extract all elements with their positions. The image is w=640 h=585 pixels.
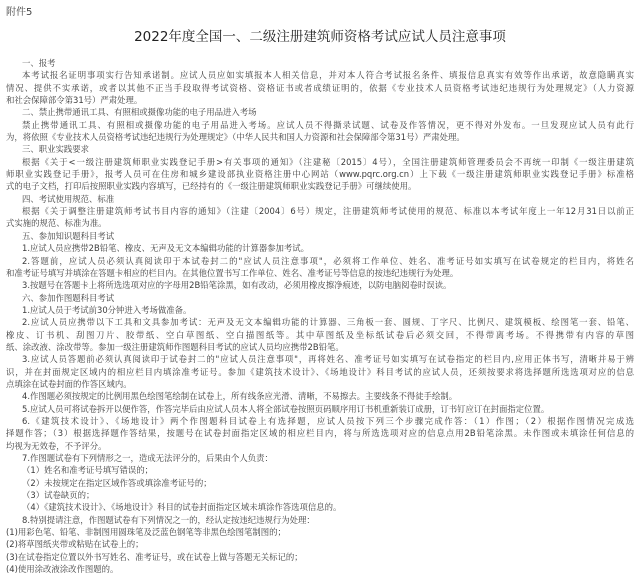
body-line: 纸、涂改液、涂改带等。参加一级注册建筑师作图题科目考试的应试人员均应携带2B铅笔。 bbox=[6, 341, 344, 352]
body-line: 为，将依照《专业技术人员资格考试违纪违规行为处理规定》（中华人民共和国人力资源和社会保障部令第31号）严肃处理。 bbox=[6, 132, 465, 143]
body-line: (1)用彩色笔、铅笔、非制图用圆珠笔及泛蓝色钢笔等非黑色绘图笔制图的； bbox=[6, 527, 286, 538]
body-line: 3.应试人员答题前必须认真阅读印于试卷封二的"应试人员注意事项"，再将姓名、准考证号如实填写在试卷指定的栏目内,应用正体书写，清晰并易于辨 bbox=[22, 354, 634, 365]
body-line: (2)将草图纸夹带或粘贴在试卷上的； bbox=[6, 539, 144, 550]
body-line: （1）姓名和准考证号填写错误的； bbox=[22, 465, 153, 476]
body-line: 和社会保障部令第31号）严肃处理。 bbox=[6, 95, 143, 106]
body-line: 式的电子文档，打印后按照职业实践内容填写，已经持有的《一级注册建筑师职业实践登记手册》可继续使用。 bbox=[6, 181, 417, 192]
body-line: (4)使用涂改液涂改作图题的。 bbox=[6, 564, 119, 575]
body-line: 橡皮、订书机、刮图刀片、胶带纸、空白草图纸、空白描图纸等。其中草图纸及坐标纸试卷后必须交回，不得带离考场。不得携带有内容的草图 bbox=[6, 329, 634, 340]
body-line: 和准考证号填写并填涂在答题卡相应的栏目内。在其他位置书写工作单位、姓名、准考证号等信息的按违纪违规行为处理。 bbox=[6, 267, 459, 278]
body-line: 2.应试人员应携带以下工具和文具参加考试：无声及无文本编辑功能的计算器、三角板一套、圆规、丁字尺、比例尺、建筑模板、绘图笔一套、铅笔、 bbox=[22, 317, 634, 328]
body-line: 根据《关于<一级注册建筑师职业实践登记手册>有关事项的通知》（注建秘〔2015〕4号），全国注册建筑师管理委员会不再统一印制《一级注册建筑 bbox=[22, 156, 634, 167]
body-line: 5.应试人员可将试卷拆开以便作答，作答完毕后由应试人员本人将全部试卷按照页码顺序用订书机重新装订成册，订书钉应订在封面指定位置。 bbox=[22, 403, 550, 414]
body-line: (3)在试卷指定位置以外书写姓名、准考证号，或在试卷上做与答题无关标记的； bbox=[6, 551, 303, 562]
body-line: 择题作答；（3）根据选择题作答结果，按题号在试卷封面指定区域的相应栏目内，将与所选选项对应的信息点用2B铅笔涂黑。未作图或未填涂任何信息的 bbox=[6, 428, 634, 439]
body-line: 一、报考 bbox=[22, 58, 56, 68]
body-line: 4.作图题必须按规定的比例用黑色绘图笔绘制在试卷上，所有线条应光滑、清晰，不易擦去。主要线条不得徒手绘制。 bbox=[22, 391, 458, 402]
body-line: （4）《建筑技术设计》、《场地设计》科目的试卷封面指定区域未填涂作答选项信息的。 bbox=[22, 502, 342, 513]
body-line: 均视为无效卷，不予评分。 bbox=[6, 440, 107, 451]
body-line: 禁止携带通讯工具、有照相或摄像功能的电子用品进入考场。应试人员不得撕录试题、试卷及作答情况，更不得对外发布。一旦发现应试人员有此行 bbox=[22, 119, 634, 130]
body-line: 四、考试使用规范、标准 bbox=[22, 193, 115, 204]
body-line: 7.作图题试卷有下列情形之一，造成无法评分的，后果由个人负责： bbox=[22, 453, 273, 463]
body-line: 1.应试人员应携带2B铅笔、橡皮、无声及无文本编辑功能的计算器参加考试。 bbox=[22, 243, 310, 254]
body-line: 六、参加作图题科目考试 bbox=[22, 292, 115, 303]
document-body bbox=[6, 57, 634, 575]
body-line: 6.《建筑技术设计》、《场地设计》两个作图题科目试卷上有选择题，应试人员按下列三个步骤完成作答：（1）作图；（2）根据作图情况完成选 bbox=[22, 415, 634, 426]
body-line: 五、参加知识题科目考试 bbox=[22, 230, 115, 241]
body-line: 二、禁止携带通讯工具、有照相或摄像功能的电子用品进入考场 bbox=[22, 107, 257, 118]
document-title: 2022年度全国一、二级注册建筑师资格考试应试人员注意事项 bbox=[134, 29, 506, 45]
body-line: 1.应试人员于考试前30分钟进入考场做准备。 bbox=[22, 304, 192, 315]
body-line: 识，并在封面规定区域内的相应栏目内填涂准考证号。参加《建筑技术设计》、《场地设计》科目考试的应试人员，还须按要求将选择题所选选项对应的信息 bbox=[6, 366, 634, 377]
body-line: 本考试报名证明事项实行告知承诺制。应试人员应如实填报本人相关信息，并对本人符合考试报名条件、填报信息真实有效等作出承诺，故意隐瞒真实 bbox=[22, 70, 634, 81]
body-line: 根据《关于调整注册建筑师考试书目内容的通知》（注建〔2004〕6号）规定，注册建筑师考试使用的规范、标准以本考试年度上一年12月31日以前正 bbox=[22, 206, 634, 217]
attachment-label: 附件5 bbox=[6, 7, 33, 18]
body-line: 师职业实践登记手册》，报考人员可在住房和城乡建设部执业资格注册中心网站（www.pqrc.org.cn）上下载《一级注册建筑师职业实践登记手册》标准格 bbox=[6, 169, 634, 180]
body-line: 三、职业实践要求 bbox=[22, 144, 89, 155]
body-line: 点填涂在试卷封面的作答区域内。 bbox=[6, 378, 132, 389]
body-line: 情况、提供不实承诺，或者以其他不正当手段取得考试资格、资格证书或者成绩证明的，依据《专业技术人员资格考试违纪违规行为处理规定》（人力资源 bbox=[6, 82, 634, 93]
body-line: 2.答题前，应试人员必须认真阅读印于本试卷封二的"应试人员注意事项"，必须将工作单位、姓名、准考证号如实填写在试卷规定的栏目内，将姓名 bbox=[22, 255, 634, 266]
body-line: 3.按题号在答题卡上将所选选项对应的字母用2B铅笔涂黑，如有改动，必须用橡皮擦净痕迹，以防电脑阅卷时误读。 bbox=[22, 280, 452, 291]
body-line: 式实施的规范、标准为准。 bbox=[6, 218, 107, 229]
body-line: （3）试卷缺页的； bbox=[22, 490, 95, 501]
body-line: （2）未按规定在指定区域作答或填涂准考证号的； bbox=[22, 477, 212, 488]
body-line: 8.特别提请注意，作图题试卷有下列情况之一的，经认定按违纪违规行为处理： bbox=[22, 514, 315, 525]
